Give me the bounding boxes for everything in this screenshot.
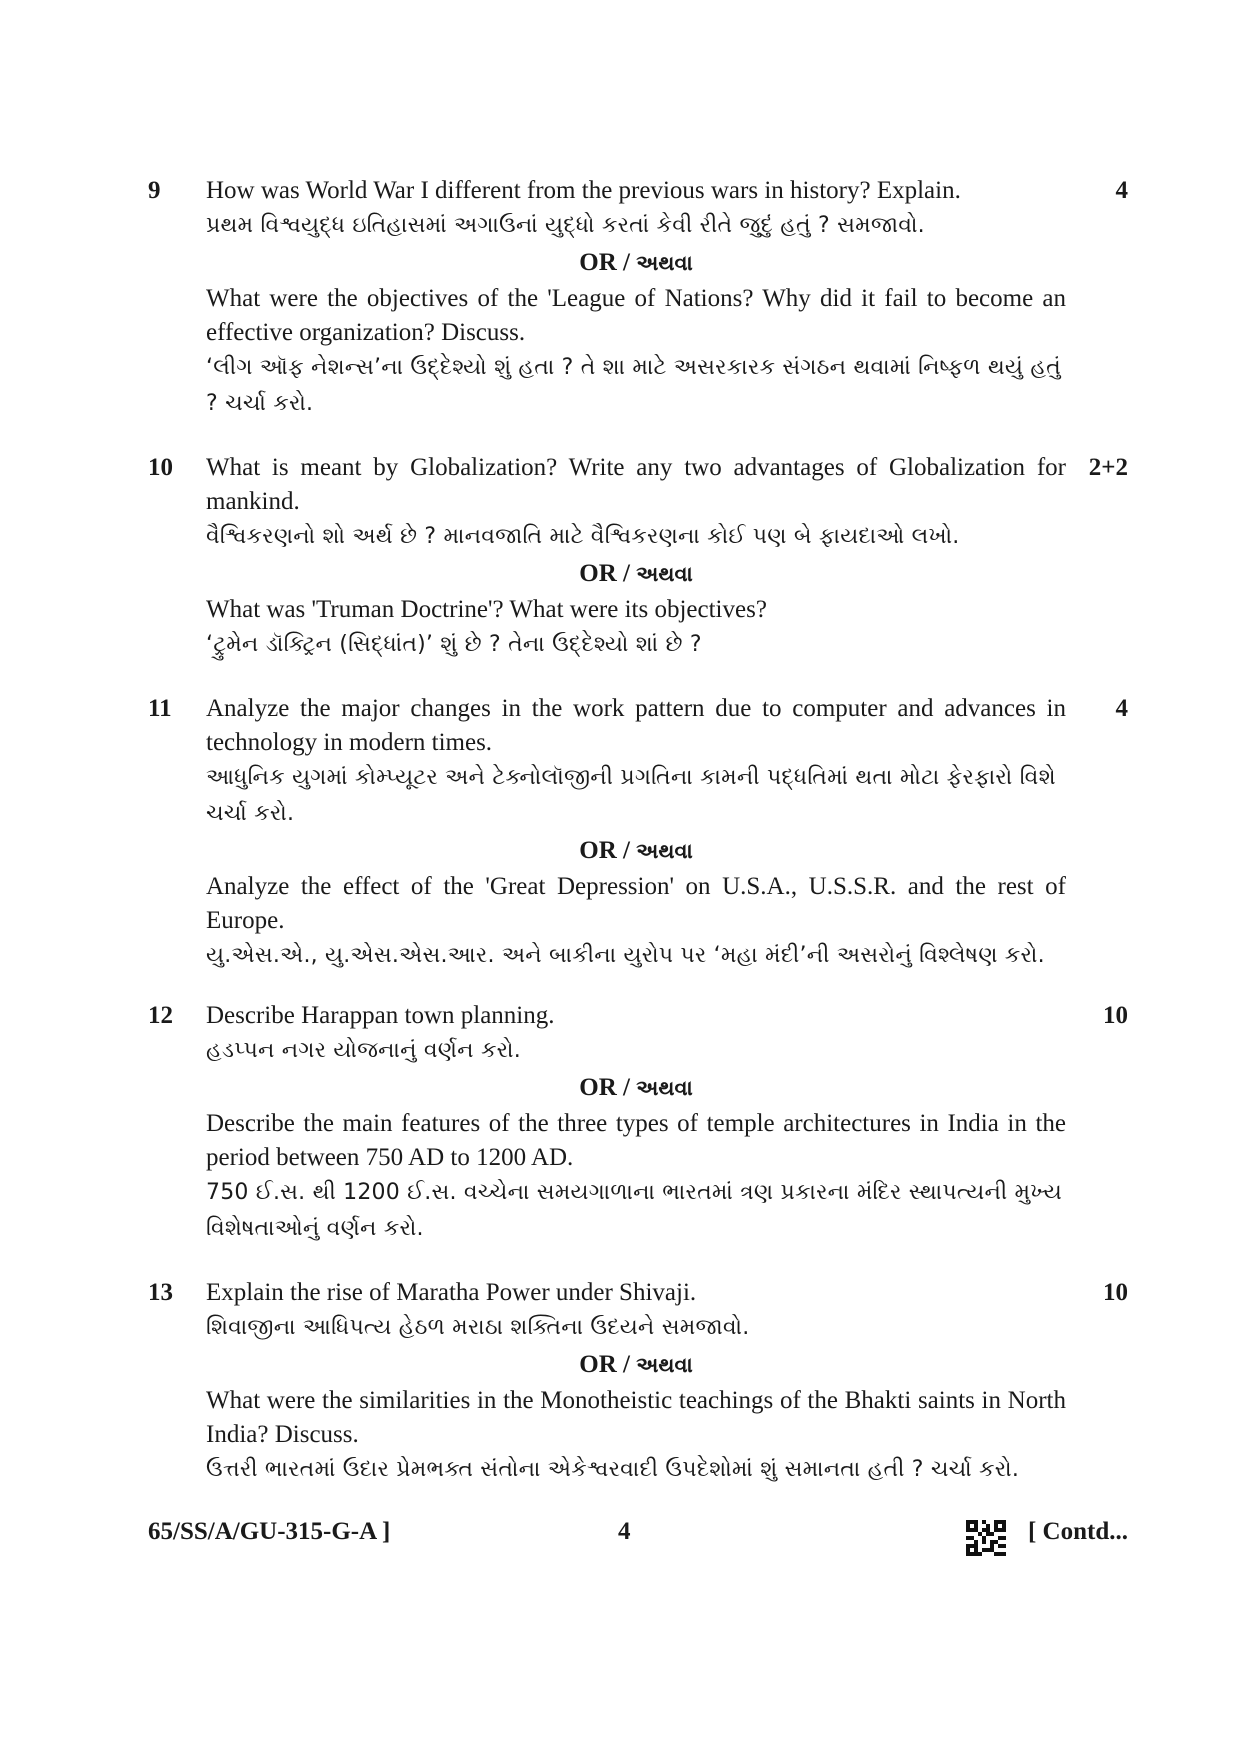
or-separator bbox=[206, 557, 1066, 591]
or-label-english: OR / bbox=[579, 1074, 630, 1101]
alternative-question-gujarati: 750 ઈ.સ. થી 1200 ઈ.સ. વચ્ચેના સમયગાળાના ભારતમાં ત્રણ પ્રકારના મંદિર સ્થાપત્યની મુખ્ય વિશેષતાઓનું વર્ણન કરો. bbox=[206, 1180, 1063, 1241]
alternative-question-english: What were the similarities in the Monotheistic teachings of the Bhakti saints in North India? Discuss. bbox=[206, 1387, 1066, 1448]
alternative-question-english: What was 'Truman Doctrine'? What were its objectives? bbox=[206, 596, 767, 623]
or-label-english: OR / bbox=[579, 1351, 630, 1378]
question-marks: 10 bbox=[1103, 1002, 1128, 1029]
question-13 bbox=[148, 1276, 1128, 1488]
or-separator bbox=[206, 246, 1066, 280]
question-text-gujarati: હડપ્પન નગર યોજનાનું વર્ણન કરો. bbox=[206, 1038, 521, 1063]
or-label-english: OR / bbox=[579, 837, 630, 864]
question-10 bbox=[148, 451, 1128, 663]
question-text-gujarati: વૈશ્વિકરણનો શો અર્થ છે ? માનવજાતિ માટે વૈશ્વિકરણના કોઈ પણ બે ફાયદાઓ લખો. bbox=[206, 524, 960, 549]
or-separator bbox=[206, 1348, 1066, 1382]
or-label-english: OR / bbox=[579, 560, 630, 587]
question-marks: 4 bbox=[1115, 695, 1128, 722]
or-label-gujarati: અથવા bbox=[636, 1076, 693, 1100]
continued-label: [ Contd... bbox=[1027, 1518, 1128, 1545]
or-label-gujarati: અથવા bbox=[636, 839, 693, 863]
question-text-english: How was World War I different from the previous wars in history? Explain. bbox=[206, 177, 961, 204]
question-number: 9 bbox=[148, 177, 161, 204]
question-12 bbox=[148, 999, 1128, 1247]
question-number: 10 bbox=[148, 454, 173, 481]
question-marks: 4 bbox=[1115, 177, 1128, 204]
alternative-question-gujarati: ‘ટ્રુમેન ડૉક્ટ્રિન (સિદ્ધાંત)’ શું છે ? તેના ઉદ્દેશ્યો શાં છે ? bbox=[206, 632, 702, 657]
question-text-gujarati: પ્રથમ વિશ્વયુદ્ધ ઇતિહાસમાં અગાઉનાં યુદ્ધો કરતાં કેવી રીતે જુદું હતું ? સમજાવો. bbox=[206, 213, 925, 238]
page-number: 4 bbox=[618, 1518, 631, 1545]
alternative-question-english: What were the objectives of the 'League of Nations? Why did it fail to become an effective organization? Discuss. bbox=[206, 285, 1066, 346]
question-number: 13 bbox=[148, 1279, 173, 1306]
question-marks: 10 bbox=[1103, 1279, 1128, 1306]
alternative-question-gujarati: ‘લીગ ઑફ નેશન્સ’ના ઉદ્દેશ્યો શું હતા ? તે શા માટે અસરકારક સંગઠન થવામાં નિષ્ફળ થયું હતું ? ચર્ચા કરો. bbox=[206, 355, 1061, 416]
question-text-english: What is meant by Globalization? Write any two advantages of Globalization for mankind. bbox=[206, 454, 1066, 515]
qr-code-icon bbox=[966, 1520, 1006, 1556]
question-text-english: Analyze the major changes in the work pattern due to computer and advances in technology in modern times. bbox=[206, 695, 1066, 756]
alternative-question-english: Analyze the effect of the 'Great Depression' on U.S.A., U.S.S.R. and the rest of Europe. bbox=[206, 873, 1066, 934]
alternative-question-gujarati: યુ.એસ.એ., યુ.એસ.એસ.આર. અને બાકીના યુરોપ પર ‘મહા મંદી’ની અસરોનું વિશ્લેષણ કરો. bbox=[206, 943, 1045, 968]
question-9 bbox=[148, 174, 1128, 422]
or-label-gujarati: અથવા bbox=[636, 1353, 693, 1377]
or-separator bbox=[206, 1071, 1066, 1105]
question-text-gujarati: આધુનિક યુગમાં કોમ્પ્યૂટર અને ટેક્નોલૉજીની પ્રગતિના કામની પદ્ધતિમાં થતા મોટા ફેરફારો વિશે ચર્ચા કરો. bbox=[206, 765, 1056, 826]
page-footer bbox=[148, 1518, 1128, 1558]
or-label-english: OR / bbox=[579, 249, 630, 276]
question-marks: 2+2 bbox=[1088, 454, 1128, 481]
question-number: 11 bbox=[148, 695, 172, 722]
question-11 bbox=[148, 692, 1128, 974]
or-separator bbox=[206, 834, 1066, 868]
alternative-question-english: Describe the main features of the three types of temple architectures in India in the period between 750 AD to 1200 AD. bbox=[206, 1110, 1066, 1171]
paper-code: 65/SS/A/GU-315-G-A ] bbox=[148, 1518, 391, 1545]
question-text-english: Explain the rise of Maratha Power under Shivaji. bbox=[206, 1279, 697, 1306]
question-text-gujarati: શિવાજીના આધિપત્ય હેઠળ મરાઠા શક્તિના ઉદયને સમજાવો. bbox=[206, 1315, 750, 1340]
question-text-english: Describe Harappan town planning. bbox=[206, 1002, 555, 1029]
or-label-gujarati: અથવા bbox=[636, 251, 693, 275]
question-number: 12 bbox=[148, 1002, 173, 1029]
or-label-gujarati: અથવા bbox=[636, 562, 693, 586]
alternative-question-gujarati: ઉત્તરી ભારતમાં ઉદાર પ્રેમભક્ત સંતોના એકેશ્વરવાદી ઉપદેશોમાં શું સમાનતા હતી ? ચર્ચા કરો. bbox=[206, 1457, 1020, 1482]
